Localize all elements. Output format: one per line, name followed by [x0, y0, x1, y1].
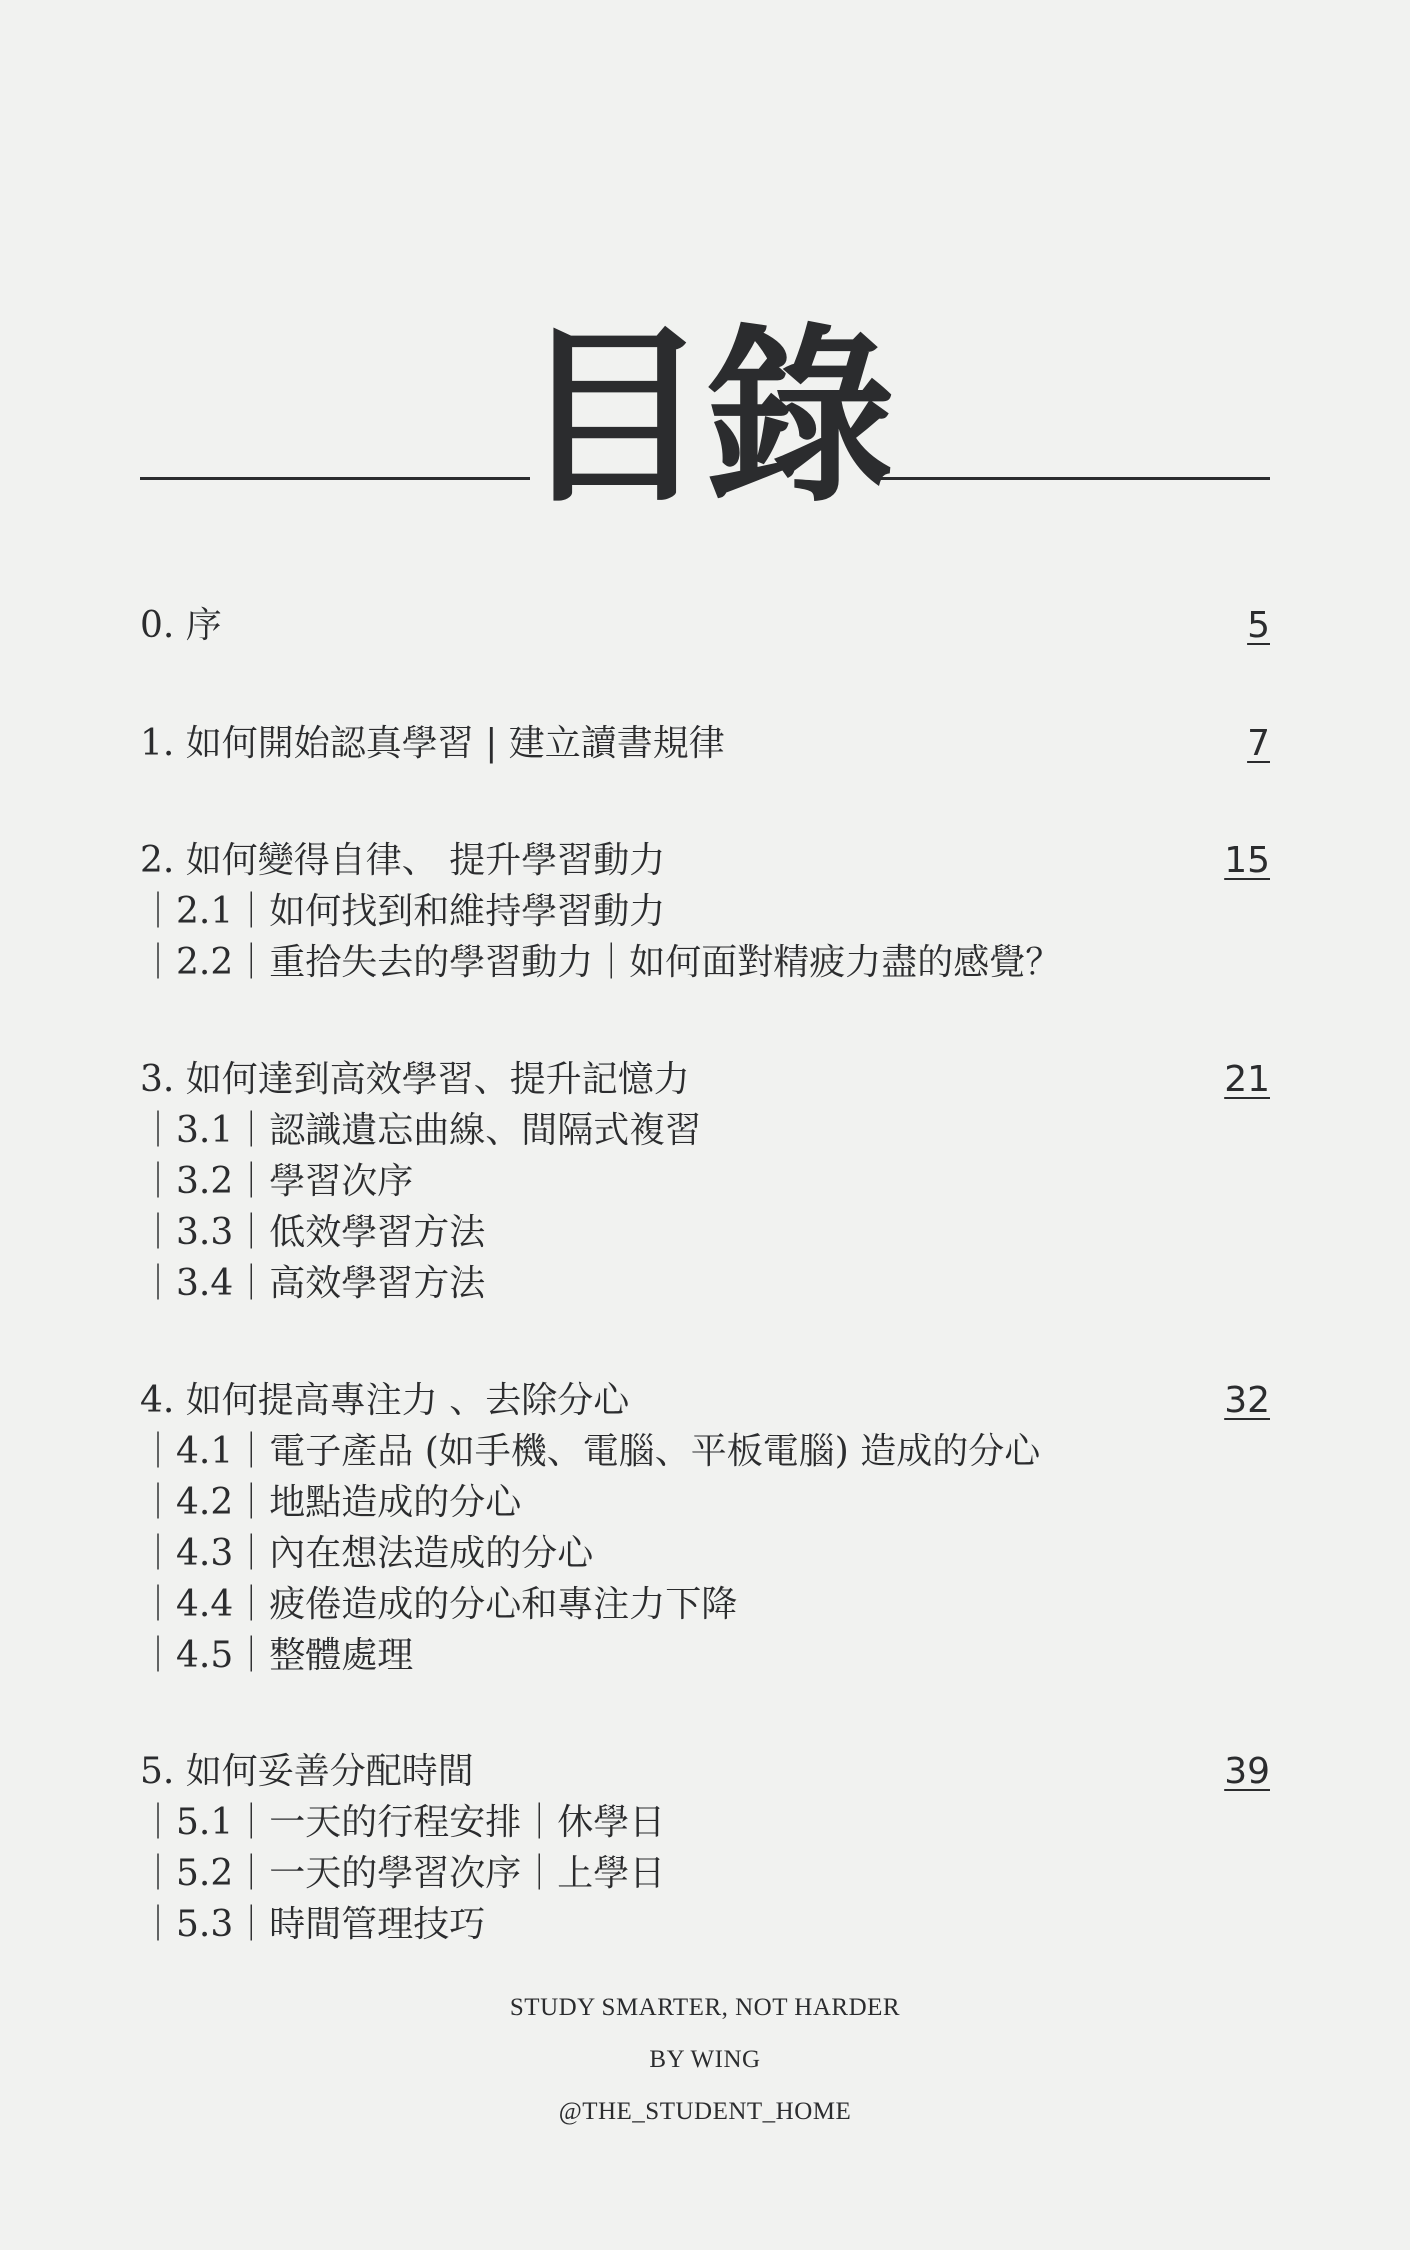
- toc-subentry[interactable]: ｜4.1｜電子產品 (如手機、電腦、平板電腦) 造成的分心: [140, 1431, 1041, 1472]
- toc-page-number[interactable]: 39: [1224, 1751, 1270, 1792]
- toc-page-number[interactable]: 5: [1247, 605, 1270, 646]
- toc-subentry[interactable]: ｜5.2｜一天的學習次序｜上學日: [140, 1853, 666, 1894]
- toc-section-1: [140, 718, 1270, 769]
- toc-subentry[interactable]: ｜3.4｜高效學習方法: [140, 1263, 486, 1304]
- toc-section-4: [140, 1375, 1270, 1681]
- toc-subentry[interactable]: ｜3.2｜學習次序: [140, 1161, 414, 1202]
- toc-entry-label: 2. 如何變得自律、 提升學習動力: [140, 840, 666, 881]
- title-rule-right: [880, 477, 1270, 480]
- toc-entry-label: 3. 如何達到高效學習、提升記憶力: [140, 1059, 690, 1100]
- toc-page-number[interactable]: 32: [1224, 1380, 1270, 1421]
- toc-entry-label: 0. 序: [140, 605, 222, 646]
- toc-subentry[interactable]: ｜5.1｜一天的行程安排｜休學日: [140, 1802, 666, 1843]
- toc-subentry[interactable]: ｜2.1｜如何找到和維持學習動力: [140, 891, 666, 932]
- footer-handle: @THE_STUDENT_HOME: [558, 2098, 852, 2125]
- toc-subentry[interactable]: ｜3.3｜低效學習方法: [140, 1212, 486, 1253]
- toc-entry-label: 4. 如何提高專注力 、去除分心: [140, 1380, 630, 1421]
- toc-section-5: [140, 1746, 1270, 1950]
- toc-subentry[interactable]: ｜3.1｜認識遺忘曲線、間隔式複習: [140, 1110, 702, 1151]
- toc-subentry[interactable]: ｜4.5｜整體處理: [140, 1635, 414, 1676]
- footer-tagline: STUDY SMARTER, NOT HARDER: [509, 1994, 901, 2021]
- toc-page-number[interactable]: 15: [1224, 840, 1270, 881]
- toc-section-0: [140, 600, 1270, 651]
- toc-page-number[interactable]: 7: [1247, 723, 1270, 764]
- title-block: [140, 300, 1270, 540]
- title-rule-left: [140, 477, 530, 480]
- footer-author: BY WING: [649, 2046, 761, 2073]
- toc-subentry[interactable]: ｜2.2｜重拾失去的學習動力｜如何面對精疲力盡的感覺？: [140, 942, 1062, 983]
- toc-subentry[interactable]: ｜4.3｜內在想法造成的分心: [140, 1533, 594, 1574]
- page-title: 目錄: [518, 307, 891, 528]
- toc-entry[interactable]: [140, 835, 1270, 886]
- toc-entry-label: 1. 如何開始認真學習 | 建立讀書規律: [140, 723, 725, 764]
- toc-entry[interactable]: [140, 718, 1270, 769]
- toc-entry[interactable]: [140, 600, 1270, 651]
- toc-subentry[interactable]: ｜4.4｜疲倦造成的分心和專注力下降: [140, 1584, 738, 1625]
- toc-entry[interactable]: [140, 1054, 1270, 1105]
- toc-entry[interactable]: [140, 1375, 1270, 1426]
- toc-section-2: [140, 835, 1270, 988]
- toc-subentry[interactable]: ｜5.3｜時間管理技巧: [140, 1904, 486, 1945]
- toc-subentry[interactable]: ｜4.2｜地點造成的分心: [140, 1482, 522, 1523]
- toc-entry-label: 5. 如何妥善分配時間: [140, 1751, 474, 1792]
- toc-page-number[interactable]: 21: [1224, 1059, 1270, 1100]
- toc-section-3: [140, 1054, 1270, 1309]
- toc-entry[interactable]: [140, 1746, 1270, 1797]
